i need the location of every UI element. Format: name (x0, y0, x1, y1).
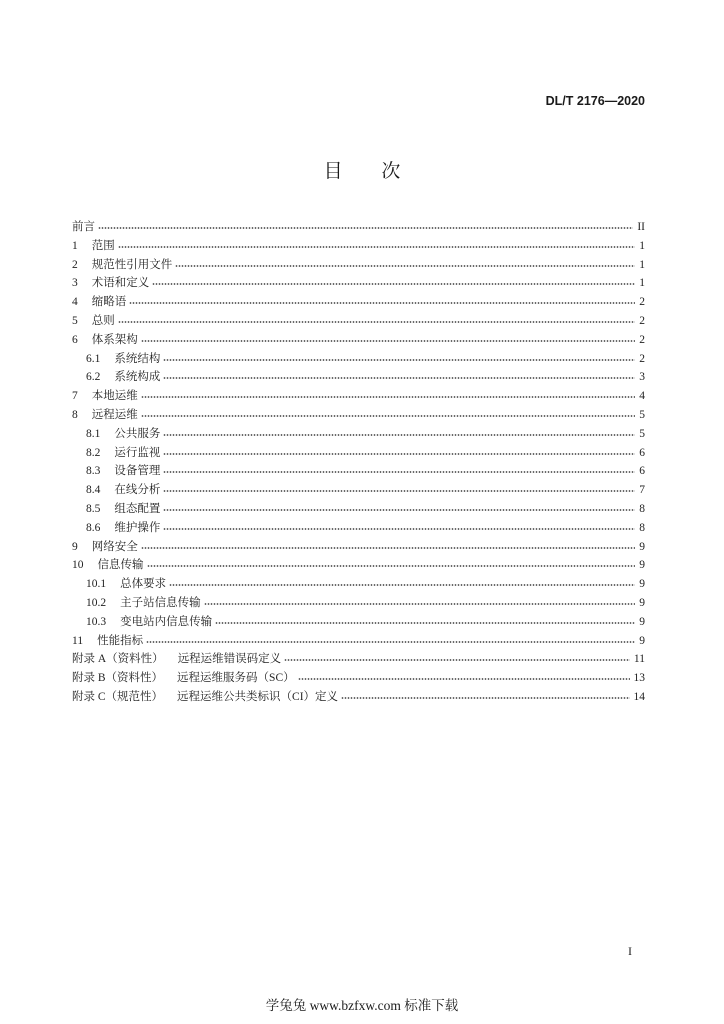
dot-leader (215, 622, 635, 624)
toc-entry-label: 总则 (91, 314, 115, 327)
toc-entry-label: 规范性引用文件 (91, 258, 173, 271)
toc-page-number: 14 (633, 690, 645, 703)
dot-leader (163, 453, 635, 455)
dot-leader (98, 227, 633, 229)
dot-leader (152, 283, 635, 285)
toc-entry-label: 远程运维 (91, 408, 138, 421)
toc-page-number: 13 (633, 672, 645, 685)
dot-leader (163, 377, 635, 379)
toc-page-number: 2 (639, 352, 645, 365)
toc-entry (72, 312, 645, 331)
dot-leader (169, 584, 635, 586)
toc-page-number: 8 (639, 502, 645, 515)
toc-page-number: 2 (639, 333, 645, 346)
toc-entry (72, 556, 645, 575)
toc-entry-label: 性能指标 (97, 634, 144, 647)
toc-entry-label: 远程运维错误码定义 (177, 653, 282, 666)
toc-page-number: 9 (639, 559, 645, 572)
toc-page-number: 9 (639, 578, 645, 591)
dot-leader (163, 490, 635, 492)
toc-page-number: 7 (639, 484, 645, 497)
toc-entry-number: 4 (72, 296, 78, 309)
toc-entry-label: 术语和定义 (91, 277, 150, 290)
toc-entry-label: 设备管理 (114, 465, 161, 478)
toc-entry-label: 公共服务 (114, 427, 161, 440)
toc-entry-number: 6 (72, 333, 78, 346)
toc-entry-label: 总体要求 (120, 578, 167, 591)
toc-entry (72, 519, 645, 538)
dot-leader (141, 396, 636, 398)
toc-entry-number: 10.3 (86, 615, 107, 628)
toc-page-number: 4 (639, 390, 645, 403)
toc-entry-number: 10.2 (86, 596, 107, 609)
toc-entry (72, 406, 645, 425)
toc-entry-number: 7 (72, 390, 78, 403)
toc-page-number: 2 (639, 296, 645, 309)
toc-entry-number: 8.1 (86, 427, 101, 440)
toc-entry (72, 274, 645, 293)
toc-page-number: 9 (639, 634, 645, 647)
toc-entry (72, 331, 645, 350)
toc-entry (72, 613, 645, 632)
toc-entry-label: 远程运维公共类标识（CI）定义 (177, 690, 339, 703)
toc-entry (72, 293, 645, 312)
toc-entry (72, 368, 645, 387)
toc-entry (72, 688, 645, 707)
toc-entry-label: 远程运维服务码（SC） (177, 672, 295, 685)
toc-entry (72, 462, 645, 481)
toc-page-number: 8 (639, 521, 645, 534)
dot-leader (141, 547, 636, 549)
dot-leader (163, 359, 635, 361)
dot-leader (341, 697, 629, 699)
toc-entry (72, 256, 645, 275)
toc-entry (72, 350, 645, 369)
dot-leader (163, 528, 635, 530)
toc-entry (72, 632, 645, 651)
toc-entry (72, 500, 645, 519)
toc-entry-label: 主子站信息传输 (120, 596, 201, 609)
toc-entry-label: 范围 (91, 239, 115, 252)
dot-leader (118, 246, 636, 248)
toc-page-number: 1 (639, 277, 645, 290)
toc-entry-label: 体系架构 (91, 333, 138, 346)
toc-page-number: 9 (639, 540, 645, 553)
toc-entry-number: 8.3 (86, 465, 101, 478)
toc-entry-label: 变电站内信息传输 (120, 615, 213, 628)
toc-page-number: 5 (639, 427, 645, 440)
toc-entry (72, 650, 645, 669)
toc-entry-number: 附录 B（资料性） (72, 672, 164, 685)
dot-leader (163, 509, 635, 511)
footer-watermark: 学兔兔 www.bzfxw.com 标准下载 (265, 998, 459, 1013)
toc-page-number: 3 (639, 371, 645, 384)
toc-entry (72, 218, 645, 237)
dot-leader (147, 565, 636, 567)
toc-entry-label: 维护操作 (114, 521, 161, 534)
toc-entry-number: 附录 A（资料性） (72, 653, 164, 666)
toc-entry (72, 669, 645, 688)
toc-page-number: 1 (639, 239, 645, 252)
toc-entry-label: 本地运维 (91, 390, 138, 403)
toc-page-number: 5 (639, 408, 645, 421)
toc-page-number: 2 (639, 314, 645, 327)
toc-page-number: 11 (633, 653, 645, 666)
toc-entry-label: 网络安全 (91, 540, 138, 553)
toc-entry-number: 11 (72, 634, 84, 647)
toc-entry-number: 8 (72, 408, 78, 421)
dot-leader (284, 659, 630, 661)
toc-entry (72, 425, 645, 444)
dot-leader (175, 265, 635, 267)
dot-leader (129, 302, 635, 304)
toc-entry-label: 系统结构 (114, 352, 161, 365)
toc-entry (72, 538, 645, 557)
toc-entry (72, 575, 645, 594)
toc-entry-number: 1 (72, 239, 78, 252)
dot-leader (141, 340, 636, 342)
dot-leader (118, 321, 636, 323)
dot-leader (163, 434, 635, 436)
toc-entry (72, 444, 645, 463)
toc-entry-number: 6.1 (86, 352, 101, 365)
toc-entry-label: 系统构成 (114, 371, 161, 384)
page-number: I (628, 944, 632, 958)
toc-entry-label: 前言 (72, 221, 95, 233)
toc-page-number: 9 (639, 596, 645, 609)
dot-leader (204, 603, 636, 605)
dot-leader (163, 471, 635, 473)
toc-entry-label: 在线分析 (114, 484, 161, 497)
dot-leader (141, 415, 636, 417)
page-title: 目 次 (323, 161, 401, 182)
toc-page-number: 1 (639, 258, 645, 271)
toc-entry-number: 3 (72, 277, 78, 290)
toc-entry-number: 9 (72, 540, 78, 553)
toc-entry (72, 481, 645, 500)
toc-page-number: II (637, 221, 645, 233)
toc-entry (72, 237, 645, 256)
toc-entry-label: 组态配置 (114, 502, 161, 515)
toc-entry-number: 8.5 (86, 502, 101, 515)
toc-entry-number: 8.6 (86, 521, 101, 534)
toc-entry-number: 6.2 (86, 371, 101, 384)
toc-entry-number: 附录 C（规范性） (72, 690, 164, 703)
toc-page-number: 6 (639, 465, 645, 478)
toc-entry-number: 10 (72, 559, 84, 572)
toc-entry-number: 8.2 (86, 446, 101, 459)
toc-entry-label: 信息传输 (97, 559, 144, 572)
toc-page-number: 9 (639, 615, 645, 628)
toc-page-number: 6 (639, 446, 645, 459)
toc-entry-number: 10.1 (86, 578, 107, 591)
toc-entry-number: 5 (72, 314, 78, 327)
toc-entry-label: 缩略语 (91, 296, 127, 309)
toc-entry (72, 594, 645, 613)
toc-entry (72, 387, 645, 406)
toc-list (72, 218, 645, 707)
toc-entry-number: 8.4 (86, 484, 101, 497)
toc-entry-number: 2 (72, 258, 78, 271)
standard-code: DL/T 2176—2020 (545, 94, 645, 108)
dot-leader (146, 641, 635, 643)
dot-leader (298, 678, 630, 680)
toc-entry-label: 运行监视 (114, 446, 161, 459)
